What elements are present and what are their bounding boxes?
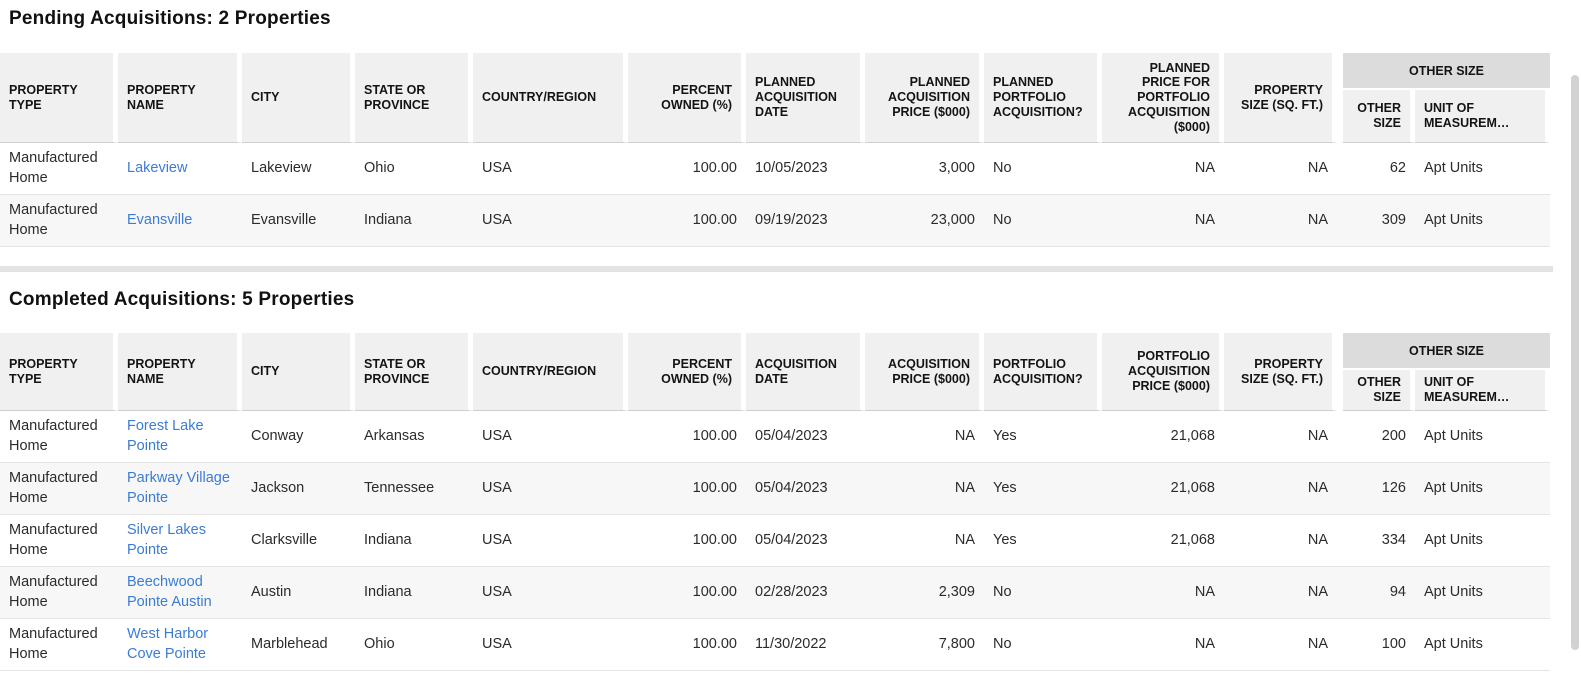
cell-unit_of_measurement: Apt Units <box>1424 635 1483 652</box>
cell-percent_owned: 100.00 <box>692 427 737 444</box>
cell-other_size: 94 <box>1389 583 1406 600</box>
cell-city: Jackson <box>251 479 305 496</box>
column-header-property_size_sq_ft: PROPERTY SIZE (SQ. FT.) <box>1224 333 1337 411</box>
group-header-other-size: OTHER SIZE <box>1343 53 1550 88</box>
column-header-unit_of_measurement: UNIT OF MEASUREM… <box>1415 88 1550 143</box>
cell-country_region: USA <box>482 635 512 652</box>
cell-portfolio_acquisition_price: 21,068 <box>1170 479 1215 496</box>
completed-acquisitions-title: Completed Acquisitions: 5 Properties <box>9 289 355 310</box>
group-header-other-size: OTHER SIZE <box>1343 333 1550 368</box>
column-header-property_type: PROPERTY TYPE <box>0 53 118 143</box>
cell-property_size_sq_ft: NA <box>1307 635 1328 652</box>
cell-acquisition_date: 05/04/2023 <box>755 427 828 444</box>
cell-planned_acquisition_date: 09/19/2023 <box>755 211 828 228</box>
column-header-city: CITY <box>242 53 355 143</box>
column-header-unit_of_measurement: UNIT OF MEASUREM… <box>1415 368 1550 411</box>
cell-portfolio_acquisition_price: 21,068 <box>1170 427 1215 444</box>
cell-property_name <box>118 567 242 618</box>
other-size-subheader-row <box>1343 368 1550 411</box>
column-header-planned_acquisition_date: PLANNED ACQUISITION DATE <box>746 53 865 143</box>
cell-acquisition_date: 02/28/2023 <box>755 583 828 600</box>
cell-unit_of_measurement: Apt Units <box>1424 427 1483 444</box>
cell-portfolio_acquisition: No <box>993 583 1012 600</box>
cell-state_or_province: Indiana <box>364 583 412 600</box>
cell-other_size: 100 <box>1381 635 1406 652</box>
cell-country_region: USA <box>482 159 512 176</box>
cell-country_region: USA <box>482 583 512 600</box>
table-row <box>0 515 1550 567</box>
cell-unit_of_measurement: Apt Units <box>1424 159 1483 176</box>
property-name-link[interactable]: Evansville <box>127 211 193 228</box>
cell-portfolio_acquisition_price: 21,068 <box>1170 531 1215 548</box>
cell-portfolio_acquisition_price: NA <box>1194 583 1215 600</box>
cell-planned_portfolio_acquisition: No <box>993 159 1012 176</box>
cell-portfolio_acquisition: Yes <box>993 427 1017 444</box>
table-row <box>0 567 1550 619</box>
cell-acquisition_date: 05/04/2023 <box>755 479 828 496</box>
cell-property_size_sq_ft: NA <box>1307 211 1328 228</box>
vertical-scrollbar-thumb[interactable] <box>1571 75 1579 650</box>
cell-property_type: Manufactured Home <box>9 573 98 610</box>
column-header-property_type: PROPERTY TYPE <box>0 333 118 411</box>
column-header-other_size: OTHER SIZE <box>1343 368 1415 411</box>
pending-acquisitions-section <box>0 8 1581 247</box>
column-header-percent_owned: PERCENT OWNED (%) <box>628 53 746 143</box>
cell-property_size_sq_ft: NA <box>1307 583 1328 600</box>
column-header-country_region: COUNTRY/REGION <box>473 333 628 411</box>
completed-acquisitions-header-row <box>0 333 1550 411</box>
property-name-link[interactable]: Lakeview <box>127 159 188 176</box>
property-name-link[interactable]: Silver Lakes Pointe <box>127 521 206 558</box>
cell-property_type: Manufactured Home <box>9 521 98 558</box>
column-header-country_region: COUNTRY/REGION <box>473 53 628 143</box>
cell-acquisition_price: NA <box>954 479 975 496</box>
cell-percent_owned: 100.00 <box>692 583 737 600</box>
cell-portfolio_acquisition: Yes <box>993 531 1017 548</box>
cell-portfolio_acquisition: Yes <box>993 479 1017 496</box>
cell-planned_portfolio_acquisition: No <box>993 211 1012 228</box>
column-header-property_size_sq_ft: PROPERTY SIZE (SQ. FT.) <box>1224 53 1337 143</box>
cell-planned_price_for_portfolio_acquisition: NA <box>1194 211 1215 228</box>
cell-state_or_province: Ohio <box>364 635 395 652</box>
cell-other_size: 309 <box>1381 211 1406 228</box>
cell-property_size_sq_ft: NA <box>1307 159 1328 176</box>
column-header-other_size: OTHER SIZE <box>1343 88 1415 143</box>
cell-state_or_province: Tennessee <box>364 479 435 496</box>
cell-property_size_sq_ft: NA <box>1307 479 1328 496</box>
cell-country_region: USA <box>482 479 512 496</box>
table-row <box>0 411 1550 463</box>
cell-other_size: 62 <box>1389 159 1406 176</box>
property-name-link[interactable]: Parkway Village Pointe <box>127 469 230 506</box>
cell-country_region: USA <box>482 531 512 548</box>
column-header-state_or_province: STATE OR PROVINCE <box>355 333 473 411</box>
cell-portfolio_acquisition: No <box>993 635 1012 652</box>
cell-country_region: USA <box>482 427 512 444</box>
cell-city: Conway <box>251 427 304 444</box>
cell-unit_of_measurement: Apt Units <box>1424 531 1483 548</box>
other-size-group-header <box>1343 53 1550 143</box>
cell-acquisition_price: 2,309 <box>938 583 975 600</box>
column-header-percent_owned: PERCENT OWNED (%) <box>628 333 746 411</box>
cell-property_type: Manufactured Home <box>9 149 98 186</box>
property-name-link[interactable]: Beechwood Pointe Austin <box>127 573 212 610</box>
cell-acquisition_price: NA <box>954 531 975 548</box>
column-header-property_name: PROPERTY NAME <box>118 53 242 143</box>
cell-percent_owned: 100.00 <box>692 635 737 652</box>
table-row <box>0 463 1550 515</box>
cell-city: Evansville <box>251 211 317 228</box>
cell-percent_owned: 100.00 <box>692 159 737 176</box>
completed-acquisitions-section <box>0 289 1581 671</box>
cell-other_size: 200 <box>1381 427 1406 444</box>
pending-acquisitions-title: Pending Acquisitions: 2 Properties <box>9 8 331 29</box>
cell-unit_of_measurement: Apt Units <box>1424 479 1483 496</box>
section-divider <box>0 266 1553 272</box>
property-name-link[interactable]: West Harbor Cove Pointe <box>127 625 209 662</box>
cell-property_type: Manufactured Home <box>9 469 98 506</box>
cell-property_name <box>118 619 242 670</box>
cell-state_or_province: Ohio <box>364 159 395 176</box>
vertical-scrollbar[interactable] <box>1570 0 1581 676</box>
cell-country_region: USA <box>482 211 512 228</box>
cell-acquisition_date: 05/04/2023 <box>755 531 828 548</box>
cell-state_or_province: Arkansas <box>364 427 425 444</box>
column-header-state_or_province: STATE OR PROVINCE <box>355 53 473 143</box>
cell-acquisition_price: NA <box>954 427 975 444</box>
cell-property_name <box>118 411 242 462</box>
cell-unit_of_measurement: Apt Units <box>1424 211 1483 228</box>
table-row <box>0 619 1550 671</box>
cell-acquisition_price: 7,800 <box>938 635 975 652</box>
cell-property_type: Manufactured Home <box>9 417 98 454</box>
cell-percent_owned: 100.00 <box>692 531 737 548</box>
cell-property_type: Manufactured Home <box>9 625 98 662</box>
cell-other_size: 334 <box>1381 531 1406 548</box>
cell-property_size_sq_ft: NA <box>1307 531 1328 548</box>
cell-city: Clarksville <box>251 531 318 548</box>
cell-portfolio_acquisition_price: NA <box>1194 635 1215 652</box>
cell-planned_acquisition_date: 10/05/2023 <box>755 159 828 176</box>
completed-acquisitions-table <box>0 333 1550 671</box>
cell-city: Austin <box>251 583 292 600</box>
pending-acquisitions-header-row <box>0 53 1550 143</box>
cell-planned_acquisition_price: 23,000 <box>930 211 975 228</box>
cell-unit_of_measurement: Apt Units <box>1424 583 1483 600</box>
cell-property_type: Manufactured Home <box>9 201 98 238</box>
column-header-planned_acquisition_price: PLANNED ACQUISITION PRICE ($000) <box>865 53 984 143</box>
property-name-link[interactable]: Forest Lake Pointe <box>127 417 204 454</box>
cell-state_or_province: Indiana <box>364 531 412 548</box>
cell-state_or_province: Indiana <box>364 211 412 228</box>
other-size-subheader-row <box>1343 88 1550 143</box>
cell-city: Lakeview <box>251 159 312 176</box>
pending-acquisitions-table <box>0 53 1550 247</box>
column-header-portfolio_acquisition_price: PORTFOLIO ACQUISITION PRICE ($000) <box>1102 333 1224 411</box>
cell-planned_acquisition_price: 3,000 <box>938 159 975 176</box>
column-header-planned_price_for_portfolio_acquisition: PLANNED PRICE FOR PORTFOLIO ACQUISITION ($000) <box>1102 53 1224 143</box>
cell-city: Marblehead <box>251 635 328 652</box>
cell-other_size: 126 <box>1381 479 1406 496</box>
cell-property_name <box>118 515 242 566</box>
cell-property_name <box>118 463 242 514</box>
column-header-city: CITY <box>242 333 355 411</box>
cell-property_name <box>118 143 242 194</box>
cell-property_size_sq_ft: NA <box>1307 427 1328 444</box>
column-header-acquisition_date: ACQUISITION DATE <box>746 333 865 411</box>
cell-percent_owned: 100.00 <box>692 211 737 228</box>
cell-planned_price_for_portfolio_acquisition: NA <box>1194 159 1215 176</box>
column-header-portfolio_acquisition: PORTFOLIO ACQUISITION? <box>984 333 1102 411</box>
cell-percent_owned: 100.00 <box>692 479 737 496</box>
table-row <box>0 195 1550 247</box>
table-row <box>0 143 1550 195</box>
column-header-property_name: PROPERTY NAME <box>118 333 242 411</box>
cell-property_name <box>118 195 242 246</box>
cell-acquisition_date: 11/30/2022 <box>755 635 827 652</box>
column-header-acquisition_price: ACQUISITION PRICE ($000) <box>865 333 984 411</box>
other-size-group-header <box>1343 333 1550 411</box>
column-header-planned_portfolio_acquisition: PLANNED PORTFOLIO ACQUISITION? <box>984 53 1102 143</box>
